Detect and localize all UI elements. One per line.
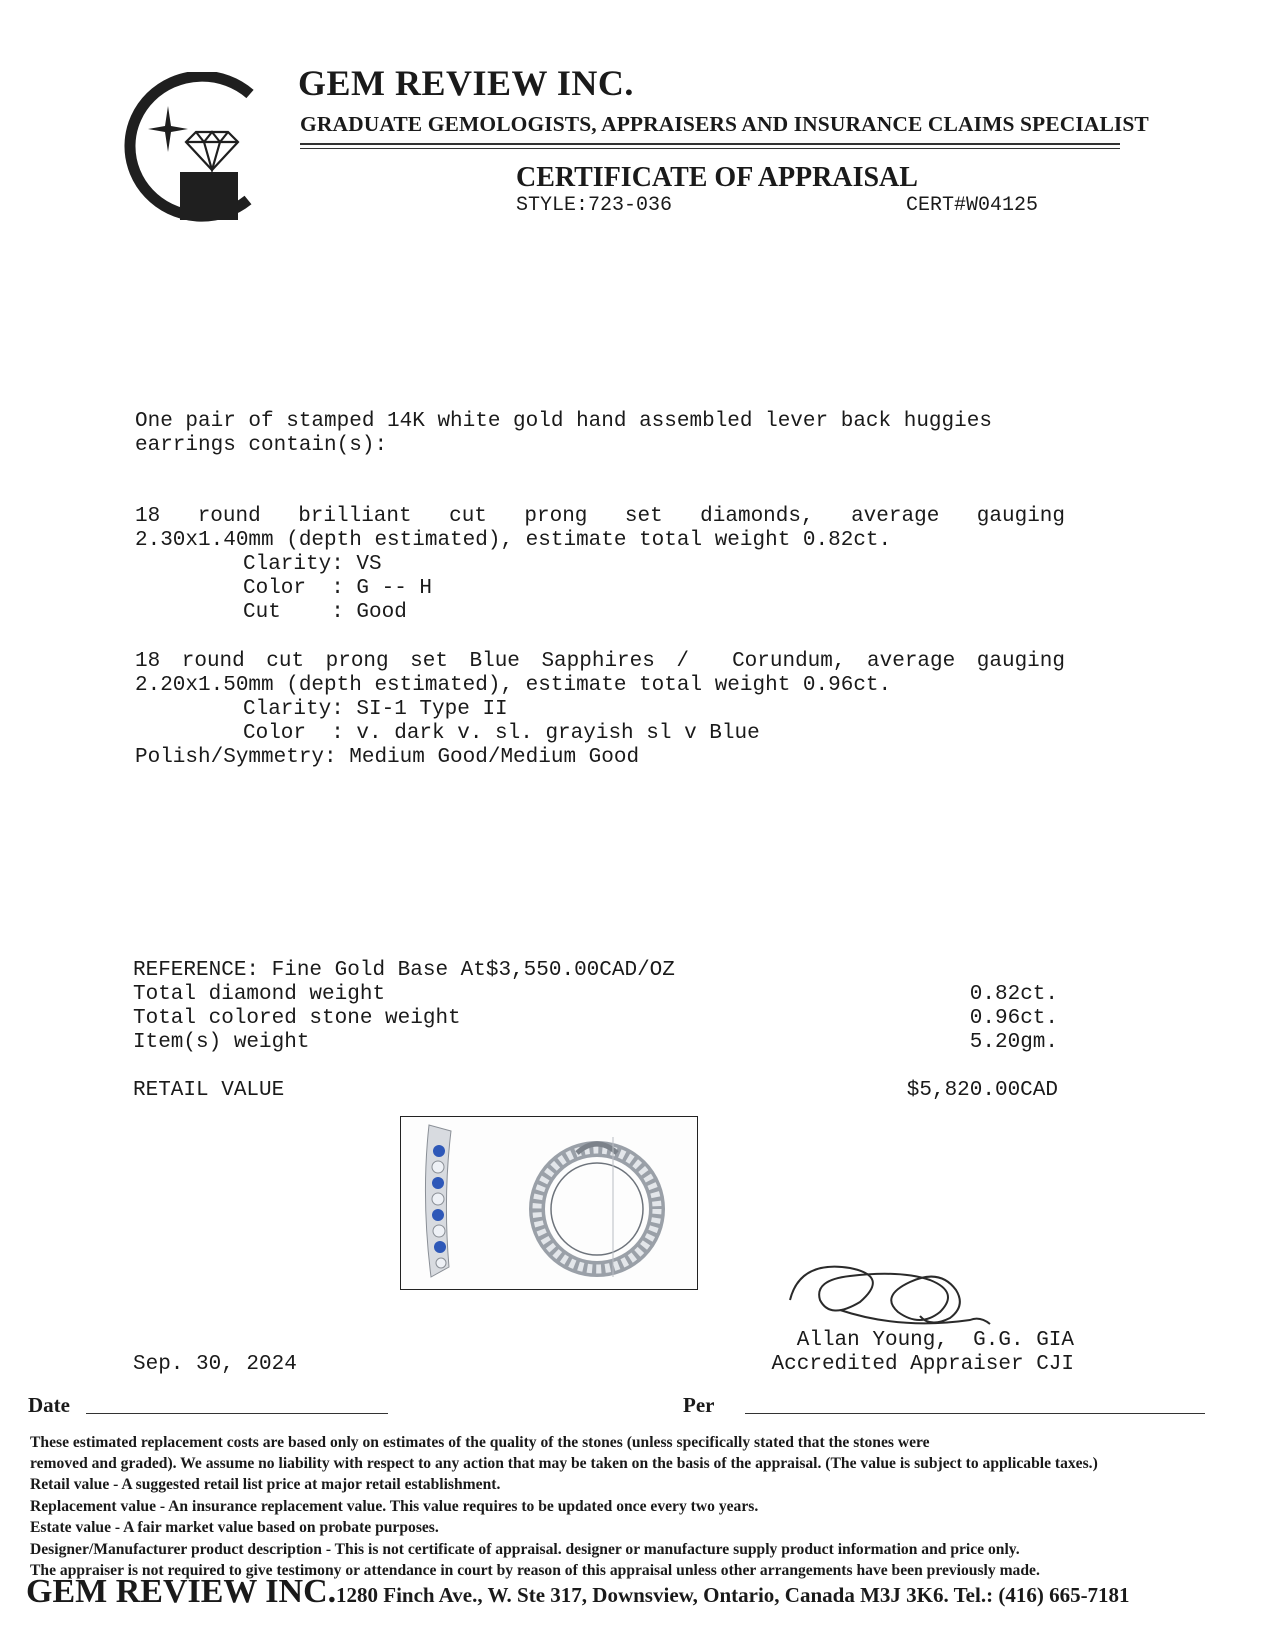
date-label: Date [28,1393,70,1417]
appraiser-signature [780,1240,1020,1340]
sapphires-line2: 2.20x1.50mm (depth estimated), estimate total weight 0.96ct. [135,674,892,697]
cert-number: CERT#W04125 [906,194,1039,217]
sapphires-color: Color : v. dark v. sl. grayish sl v Blue [243,722,760,745]
appraisal-date: Sep. 30, 2024 [133,1353,297,1376]
header-rule-top [300,143,1120,145]
disclaimer-line: removed and graded). We assume no liability with respect to any action that may be taken on the basis of the appraisal. (The value is subject to applicable taxes.) [30,1455,1098,1472]
sapphires-line1: 18 round cut prong set Blue Sapphires / Corundum, average gauging [135,650,1065,673]
summary-value-item-weight: 5.20gm. [969,1031,1058,1054]
disclaimer-line: Replacement value - An insurance replacement value. This value requires to be updated once every two years. [30,1498,759,1515]
header-rule-bottom [300,148,1120,149]
disclaimer-line: Retail value - A suggested retail list price at major retail establishment. [30,1476,501,1493]
earrings-photo [400,1116,698,1290]
summary-value-diamond-weight: 0.82ct. [969,983,1058,1006]
footer-address: 1280 Finch Ave., W. Ste 317, Downsview, Ontario, Canada M3J 3K6. Tel.: (416) 665-7181 [336,1583,1130,1607]
diamonds-color: Color : G -- H [243,577,433,600]
summary-label-diamond-weight: Total diamond weight [133,983,386,1006]
appraiser-title: Accredited Appraiser CJI [771,1353,1074,1376]
diamonds-cut: Cut : Good [243,601,407,624]
sapphires-polish: Polish/Symmetry: Medium Good/Medium Good [135,746,640,769]
item-description-line2: earrings contain(s): [135,434,388,457]
diamonds-clarity: Clarity: VS [243,553,382,576]
retail-value-amount: $5,820.00CAD [906,1079,1058,1102]
item-description-line1: One pair of stamped 14K white gold hand assembled lever back huggies [135,410,992,433]
summary-label-colored-weight: Total colored stone weight [133,1007,461,1030]
diamonds-line1: 18 round brilliant cut prong set diamonds, average gauging [135,505,1065,528]
certificate-title: CERTIFICATE OF APPRAISAL [516,162,918,193]
sapphires-clarity: Clarity: SI-1 Type II [243,698,508,721]
company-name: GEM REVIEW INC. [298,63,634,103]
gold-reference: REFERENCE: Fine Gold Base At$3,550.00CAD/OZ [133,959,675,982]
disclaimer-line: The appraiser is not required to give testimony or attendance in court by reason of this appraisal unless other arrangements have been previously made. [30,1562,1040,1579]
diamonds-line2: 2.30x1.40mm (depth estimated), estimate total weight 0.82ct. [135,529,892,552]
disclaimer-line: These estimated replacement costs are based only on estimates of the quality of the stones (unless specifically stated that the stones were [30,1434,930,1451]
disclaimer-line: Designer/Manufacturer product description - This is not certificate of appraisal. designer or manufacture supply product information and price only. [30,1541,1020,1558]
diamond-logo-icon [108,72,268,222]
per-label: Per [683,1393,715,1417]
retail-value-label: RETAIL VALUE [133,1079,285,1102]
disclaimer-line: Estate value - A fair market value based on probate purposes. [30,1519,439,1536]
company-logo [108,72,268,222]
earring-front-view-icon [537,1137,657,1277]
footer-company: GEM REVIEW INC. [26,1573,337,1610]
date-line[interactable] [86,1413,388,1414]
style-number: STYLE:723-036 [516,194,673,217]
appraiser-name: Allan Young, G.G. GIA [796,1329,1074,1352]
per-line[interactable] [745,1413,1205,1414]
summary-value-colored-weight: 0.96ct. [969,1007,1058,1030]
company-tagline: GRADUATE GEMOLOGISTS, APPRAISERS AND INSURANCE CLAIMS SPECIALIST [300,112,1149,136]
summary-label-item-weight: Item(s) weight [133,1031,310,1054]
earring-side-view-icon [425,1125,451,1277]
